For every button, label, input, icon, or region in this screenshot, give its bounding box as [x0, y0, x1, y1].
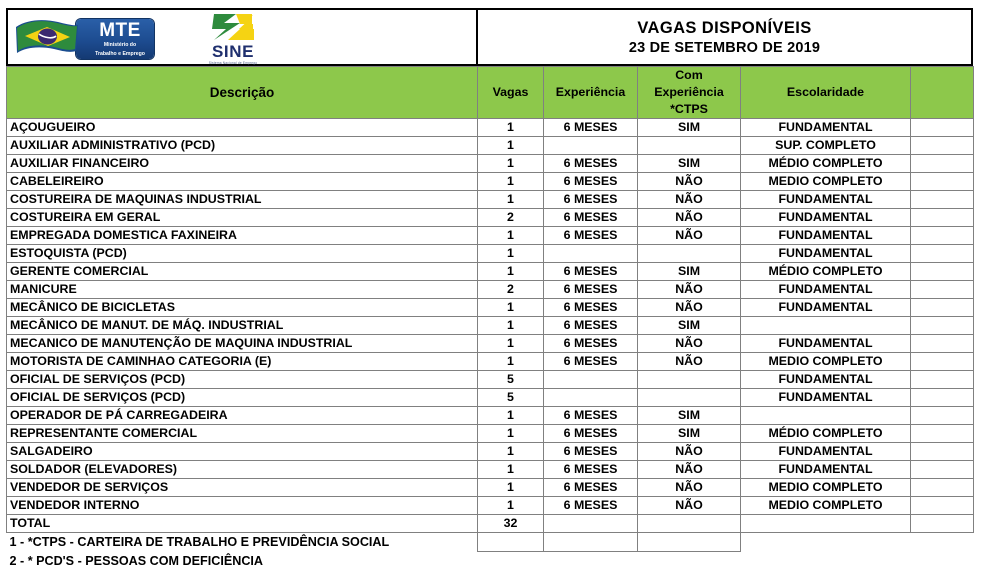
cell-escolaridade: FUNDAMENTAL: [741, 191, 911, 209]
cell-escolaridade: [741, 317, 911, 335]
cell-vagas: 1: [478, 497, 544, 515]
cell-extra: [911, 191, 974, 209]
footnote-pad-exp: [544, 533, 638, 552]
cell-vagas: 1: [478, 425, 544, 443]
cell-extra: [911, 443, 974, 461]
cell-vagas: 1: [478, 299, 544, 317]
cell-escolaridade: MEDIO COMPLETO: [741, 173, 911, 191]
cell-experiencia: 6 MESES: [544, 155, 638, 173]
footnote-row: [7, 533, 974, 552]
cell-experiencia: 6 MESES: [544, 317, 638, 335]
cell-experiencia: 6 MESES: [544, 407, 638, 425]
cell-extra: [911, 227, 974, 245]
cell-ctps: [638, 137, 741, 155]
cell-descricao: ESTOQUISTA (PCD): [7, 245, 478, 263]
cell-escolaridade: FUNDAMENTAL: [741, 299, 911, 317]
mte-line1: Ministério do: [103, 42, 137, 48]
cell-descricao: MECANICO DE MANUTENÇÃO DE MAQUINA INDUSTRIAL: [7, 335, 478, 353]
cell-vagas: 1: [478, 461, 544, 479]
table-row: [7, 281, 974, 299]
cell-escolaridade: MÉDIO COMPLETO: [741, 263, 911, 281]
cell-ctps: NÃO: [638, 281, 741, 299]
cell-vagas: 1: [478, 353, 544, 371]
cell-descricao: COSTUREIRA DE MAQUINAS INDUSTRIAL: [7, 191, 478, 209]
cell-vagas: 1: [478, 227, 544, 245]
table-row: [7, 335, 974, 353]
vacancies-table-wrap: [6, 66, 973, 571]
cell-escolaridade: FUNDAMENTAL: [741, 281, 911, 299]
cell-experiencia: 6 MESES: [544, 281, 638, 299]
cell-experiencia: 6 MESES: [544, 119, 638, 137]
cell-experiencia: 6 MESES: [544, 479, 638, 497]
footnote-pad-vagas: [478, 533, 544, 552]
sine-subtitle: Sistema Nacional de Emprego: [208, 60, 258, 66]
footnote-pad-extra: [911, 533, 974, 552]
cell-experiencia: 6 MESES: [544, 299, 638, 317]
table-body: [7, 119, 974, 571]
cell-vagas: 2: [478, 209, 544, 227]
document-title-cell: [478, 10, 971, 64]
cell-total-ctps: [638, 515, 741, 533]
table-row: [7, 317, 974, 335]
cell-extra: [911, 335, 974, 353]
cell-descricao: GERENTE COMERCIAL: [7, 263, 478, 281]
table-row: [7, 353, 974, 371]
cell-experiencia: 6 MESES: [544, 173, 638, 191]
cell-extra: [911, 389, 974, 407]
cell-ctps: NÃO: [638, 191, 741, 209]
column-header-experiencia: Experiência: [544, 67, 638, 119]
cell-experiencia: 6 MESES: [544, 425, 638, 443]
cell-descricao: SOLDADOR (ELEVADORES): [7, 461, 478, 479]
cell-experiencia: 6 MESES: [544, 227, 638, 245]
cell-extra: [911, 371, 974, 389]
footnote-pad-esc: [741, 533, 911, 552]
cell-escolaridade: FUNDAMENTAL: [741, 443, 911, 461]
cell-experiencia: 6 MESES: [544, 263, 638, 281]
cell-experiencia: 6 MESES: [544, 209, 638, 227]
cell-descricao: VENDEDOR INTERNO: [7, 497, 478, 515]
cell-vagas: 1: [478, 407, 544, 425]
cell-extra: [911, 209, 974, 227]
cell-total-vagas: 32: [478, 515, 544, 533]
cell-descricao: COSTUREIRA EM GERAL: [7, 209, 478, 227]
table-row: [7, 209, 974, 227]
cell-experiencia: [544, 371, 638, 389]
cell-extra: [911, 497, 974, 515]
cell-ctps: SIM: [638, 407, 741, 425]
page-title: VAGAS DISPONÍVEIS: [637, 19, 812, 38]
cell-escolaridade: FUNDAMENTAL: [741, 227, 911, 245]
cell-ctps: NÃO: [638, 353, 741, 371]
cell-escolaridade: FUNDAMENTAL: [741, 119, 911, 137]
cell-escolaridade: FUNDAMENTAL: [741, 461, 911, 479]
cell-escolaridade: FUNDAMENTAL: [741, 245, 911, 263]
footnote-pad: [638, 552, 741, 571]
cell-descricao: CABELEIREIRO: [7, 173, 478, 191]
cell-descricao: AUXILIAR ADMINISTRATIVO (PCD): [7, 137, 478, 155]
sine-s-mark-icon: [210, 12, 256, 42]
cell-escolaridade: SUP. COMPLETO: [741, 137, 911, 155]
cell-ctps: NÃO: [638, 443, 741, 461]
ctps-line-3: *CTPS: [670, 102, 708, 116]
footnote-pad: [911, 552, 974, 571]
cell-vagas: 1: [478, 191, 544, 209]
cell-experiencia: 6 MESES: [544, 461, 638, 479]
cell-descricao: OPERADOR DE PÁ CARREGADEIRA: [7, 407, 478, 425]
cell-ctps: NÃO: [638, 299, 741, 317]
mte-line2: Trabalho e Emprego: [95, 50, 145, 57]
table-row: [7, 155, 974, 173]
table-row: [7, 389, 974, 407]
cell-vagas: 1: [478, 443, 544, 461]
cell-vagas: 1: [478, 245, 544, 263]
cell-extra: [911, 281, 974, 299]
cell-experiencia: 6 MESES: [544, 335, 638, 353]
cell-experiencia: [544, 137, 638, 155]
cell-vagas: 1: [478, 119, 544, 137]
cell-total-extra: [911, 515, 974, 533]
document-banner: [6, 8, 973, 66]
cell-experiencia: 6 MESES: [544, 191, 638, 209]
cell-extra: [911, 155, 974, 173]
cell-vagas: 1: [478, 173, 544, 191]
cell-extra: [911, 461, 974, 479]
table-row: [7, 137, 974, 155]
cell-ctps: NÃO: [638, 497, 741, 515]
cell-ctps: NÃO: [638, 227, 741, 245]
cell-descricao: MOTORISTA DE CAMINHAO CATEGORIA (E): [7, 353, 478, 371]
cell-ctps: NÃO: [638, 173, 741, 191]
footnote-pad: [478, 552, 544, 571]
footnote-text: 1 - *CTPS - CARTEIRA DE TRABALHO E PREVIDÊNCIA SOCIAL: [9, 535, 390, 550]
cell-descricao: REPRESENTANTE COMERCIAL: [7, 425, 478, 443]
cell-descricao: OFICIAL DE SERVIÇOS (PCD): [7, 389, 478, 407]
cell-experiencia: 6 MESES: [544, 443, 638, 461]
cell-vagas: 1: [478, 317, 544, 335]
cell-vagas: 1: [478, 479, 544, 497]
cell-ctps: SIM: [638, 317, 741, 335]
cell-experiencia: [544, 389, 638, 407]
footnote-pad: [741, 552, 911, 571]
table-row: [7, 479, 974, 497]
cell-extra: [911, 353, 974, 371]
cell-extra: [911, 263, 974, 281]
sine-logo: [194, 12, 272, 66]
cell-vagas: 1: [478, 263, 544, 281]
cell-extra: [911, 245, 974, 263]
cell-ctps: SIM: [638, 119, 741, 137]
cell-descricao: AUXILIAR FINANCEIRO: [7, 155, 478, 173]
cell-ctps: SIM: [638, 263, 741, 281]
cell-total-escolaridade: [741, 515, 911, 533]
cell-descricao: OFICIAL DE SERVIÇOS (PCD): [7, 371, 478, 389]
table-row: [7, 425, 974, 443]
cell-experiencia: 6 MESES: [544, 497, 638, 515]
column-header-ctps: [638, 67, 741, 119]
table-row: [7, 173, 974, 191]
cell-descricao: MECÂNICO DE MANUT. DE MÁQ. INDUSTRIAL: [7, 317, 478, 335]
cell-vagas: 1: [478, 137, 544, 155]
cell-escolaridade: MÉDIO COMPLETO: [741, 155, 911, 173]
table-row: [7, 407, 974, 425]
footnote-pad-ctps: [638, 533, 741, 552]
cell-descricao: MECÂNICO DE BICICLETAS: [7, 299, 478, 317]
table-row: [7, 371, 974, 389]
footnote-pad: [544, 552, 638, 571]
mte-wordmark: [76, 19, 154, 59]
cell-extra: [911, 119, 974, 137]
cell-descricao: MANICURE: [7, 281, 478, 299]
cell-ctps: [638, 371, 741, 389]
footnote-row: [7, 552, 974, 571]
logo-cell: [8, 10, 478, 64]
cell-ctps: [638, 389, 741, 407]
table-header: [7, 67, 974, 119]
ctps-line-2: Experiência: [654, 85, 724, 99]
cell-vagas: 1: [478, 155, 544, 173]
cell-extra: [911, 425, 974, 443]
cell-ctps: NÃO: [638, 209, 741, 227]
column-header-blank: [911, 67, 974, 119]
table-row: [7, 245, 974, 263]
table-row: [7, 299, 974, 317]
cell-escolaridade: MEDIO COMPLETO: [741, 479, 911, 497]
cell-escolaridade: FUNDAMENTAL: [741, 209, 911, 227]
sine-acronym: SINE: [211, 42, 255, 61]
cell-escolaridade: MEDIO COMPLETO: [741, 353, 911, 371]
cell-extra: [911, 299, 974, 317]
cell-extra: [911, 317, 974, 335]
cell-total-label: TOTAL: [7, 515, 478, 533]
cell-extra: [911, 137, 974, 155]
cell-vagas: 2: [478, 281, 544, 299]
cell-escolaridade: FUNDAMENTAL: [741, 335, 911, 353]
cell-escolaridade: FUNDAMENTAL: [741, 371, 911, 389]
cell-descricao: EMPREGADA DOMESTICA FAXINEIRA: [7, 227, 478, 245]
cell-escolaridade: MÉDIO COMPLETO: [741, 425, 911, 443]
table-row: [7, 191, 974, 209]
cell-experiencia: [544, 245, 638, 263]
ctps-line-1: Com: [675, 68, 703, 82]
table-row: [7, 119, 974, 137]
header-row: [7, 67, 974, 119]
page-date: 23 DE SETEMBRO DE 2019: [628, 39, 821, 56]
cell-ctps: NÃO: [638, 479, 741, 497]
cell-escolaridade: MEDIO COMPLETO: [741, 497, 911, 515]
cell-total-experiencia: [544, 515, 638, 533]
column-header-vagas: Vagas: [478, 67, 544, 119]
cell-ctps: SIM: [638, 155, 741, 173]
footnote-text: 2 - * PCD'S - PESSOAS COM DEFICIÊNCIA: [9, 554, 264, 568]
cell-vagas: 5: [478, 371, 544, 389]
column-header-descricao: Descrição: [7, 67, 478, 119]
cell-escolaridade: FUNDAMENTAL: [741, 389, 911, 407]
column-header-escolaridade: Escolaridade: [741, 67, 911, 119]
vacancies-table: [6, 66, 974, 571]
mte-acronym: MTE: [99, 20, 141, 41]
cell-vagas: 1: [478, 335, 544, 353]
cell-ctps: NÃO: [638, 461, 741, 479]
total-row: [7, 515, 974, 533]
cell-descricao: AÇOUGUEIRO: [7, 119, 478, 137]
cell-descricao: VENDEDOR DE SERVIÇOS: [7, 479, 478, 497]
cell-extra: [911, 479, 974, 497]
brazil-flag-icon: [14, 17, 80, 61]
mte-logo: [14, 15, 154, 63]
cell-ctps: NÃO: [638, 335, 741, 353]
table-row: [7, 461, 974, 479]
cell-escolaridade: [741, 407, 911, 425]
cell-extra: [911, 407, 974, 425]
cell-extra: [911, 173, 974, 191]
cell-descricao: SALGADEIRO: [7, 443, 478, 461]
cell-vagas: 5: [478, 389, 544, 407]
cell-ctps: SIM: [638, 425, 741, 443]
table-row: [7, 443, 974, 461]
table-row: [7, 263, 974, 281]
cell-experiencia: 6 MESES: [544, 353, 638, 371]
table-row: [7, 227, 974, 245]
table-row: [7, 497, 974, 515]
cell-ctps: [638, 245, 741, 263]
